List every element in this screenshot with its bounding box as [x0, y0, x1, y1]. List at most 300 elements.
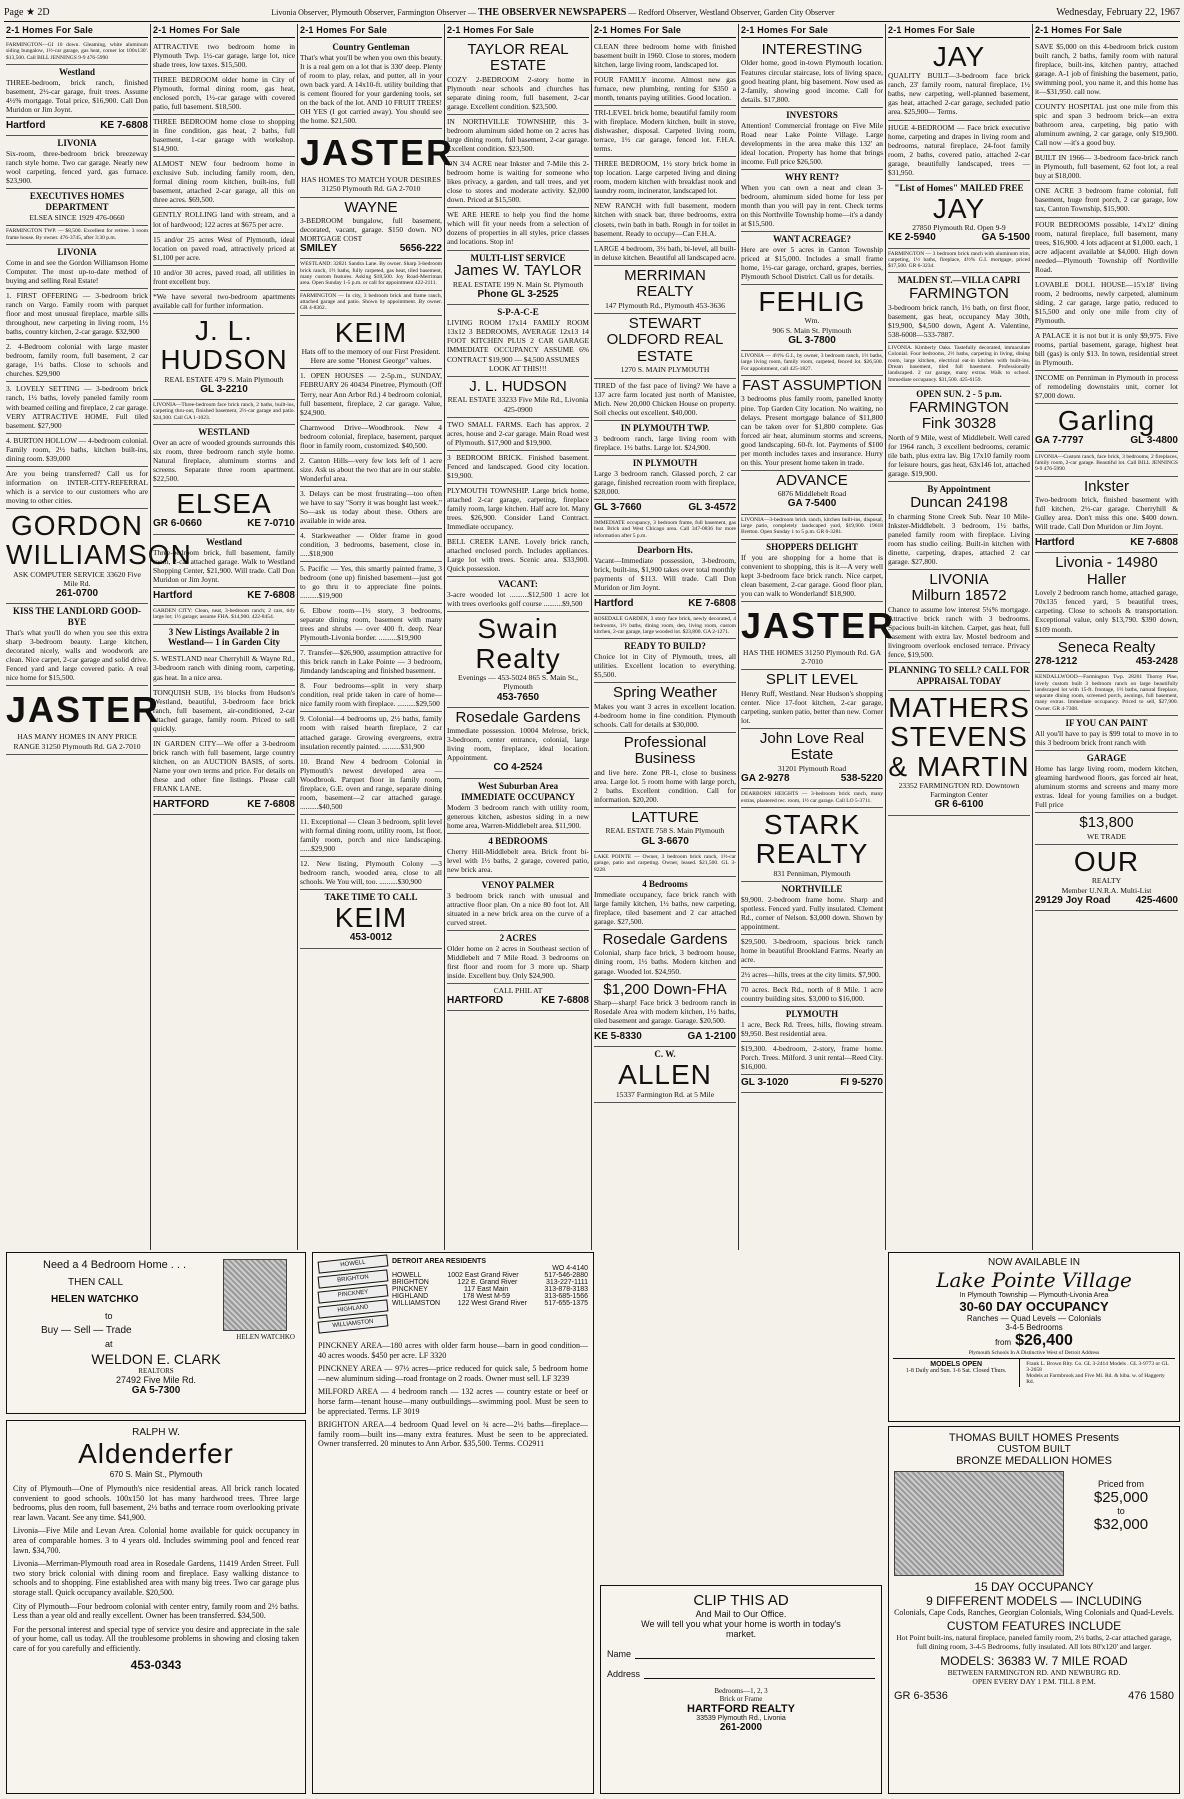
ad-text: TWO SMALL FARMS. Each has approx. 2 acres, house and 2-car garage. Main Road west of Plymouth. $17,900 and $19,900. [447, 419, 589, 447]
listing-ad [153, 73, 295, 115]
ad-text: 70 acres. Beck Rd., north of 8 Mile. 1 acre country building sites. $3,000 to $16,000. [741, 985, 883, 1004]
listing-ad [888, 249, 1030, 274]
ad-text: IN GARDEN CITY—We offer a 3-bedroom brick ranch with full basement, large country kitchen, on an AUCTION BASIS, of sorts. Name your own terms and price. For details on these and other fine listings. Please call FRANK LANE. [153, 738, 295, 793]
office-town: HIGHLAND [392, 1293, 429, 1300]
ad-address: 1270 S. MAIN PLYMOUTH [620, 365, 710, 375]
brokerage-name: JASTER [300, 132, 455, 174]
ad-text: TONQUISH SUB, 1½ blocks from Hudson's Westland, beautiful, 3-bedroom face brick ranch, full basement, air-conditioned, 2-car attached garage, family room. Priced to sell quickly. [153, 687, 295, 733]
column-heading: 2-1 Homes For Sale [6, 24, 148, 38]
ad-phone-row [1035, 537, 1178, 549]
classified-columns [4, 24, 1180, 1250]
listing-ad [300, 369, 442, 420]
ad-address: ASK COMPUTER SERVICE 33620 Five Mile Rd. [13, 569, 141, 588]
ad-text: FARMINGTON — 3 bedroom brick ranch with aluminum trim, carpeting, 1½ baths, fireplace, 4½% G.I. mortgage, priced $17,500. GR 6-3234. [888, 250, 1030, 270]
ad-text: Older home, good in-town Plymouth location. Features circular staircase, lots of living space, good heating plant, big basement. Now used as 2-family, showing good income. Call for details. $17,800. [741, 58, 883, 104]
listing-ad [888, 663, 1030, 691]
phone-left: Hartford [6, 120, 46, 131]
ad-text: Three-bedroom brick, full basement, family room, 2-car attached garage. Walk to Westland Shopping Center, $21,900. Will trade. Call Don Muridon or Jim Joynt. [153, 547, 295, 584]
column-2 [151, 24, 298, 1250]
phone-left: 278-1212 [1035, 656, 1078, 668]
listing-ad [594, 106, 736, 157]
listing-ad [447, 157, 589, 208]
ad-text: 9. Colonial—4 bedrooms up, 2½ baths, family room with raised hearth fireplace, 2 car attached garage. Growing evergreens, extra insulation recently painted. ..........$31,900 [300, 714, 442, 751]
ad-text: 10. Brand New 4 bedroom Colonial in Plymouth's newest developed area — Woodbrook. Parquet floor in family room, fireplace, G.E. oven and range, separate dining room, basement—2 car attached garage. ..........$40,500 [300, 756, 442, 811]
listing-ad [447, 931, 589, 984]
ad-name: Rosedale Gardens [455, 708, 581, 726]
town-sign: HIGHLAND [318, 1299, 389, 1318]
ad-text: Cherry Hill-Middlebelt area. Brick front bi-level with 1½ baths, 2 garage, covered patio, new brick area. [447, 846, 589, 874]
office-row [392, 1272, 588, 1279]
ad-phone-row [594, 598, 736, 610]
phone-left: GA 2-9278 [741, 773, 790, 785]
ad-text: Immediate occupancy, face brick ranch with large family kitchen, 1½ baths, new carpeting, fireplace, tiled basement and 2 car attached garage. $27,500. [594, 889, 736, 926]
ad-text: In charming Stone Creek Sub. Near 10 Mile-Inkster-Middlebelt. 3 bedroom, 1½ baths, paneled family room with fireplace. Living room has studio ceiling. Built-in kitchen with dinette, carpeting, drapes, attached 2 car garage. $27,800. [888, 511, 1030, 566]
phone-right: KE 7-6808 [100, 120, 148, 131]
ad-text: 15 and/or 25 acres West of Plymouth, ideal location on paved road, attractively priced at $1,100 per acre. [153, 234, 295, 262]
ad-heading: Country Gentleman [332, 41, 410, 52]
listing-ad [1035, 638, 1178, 673]
phone-right: 425-4600 [1135, 894, 1178, 906]
ad-text: ONE ACRE 3 bedroom frame colonial, full basement, huge front porch, 2 car garage, low tax, Canton Township, $15,900. [1035, 186, 1178, 214]
phone-right: KE 7-0710 [247, 518, 295, 530]
aldenderfer-name: Aldenderfer [78, 1438, 234, 1469]
listing-ad [447, 612, 589, 707]
office-row [392, 1293, 588, 1300]
phone-left: Hartford [594, 598, 634, 610]
listing-ad [153, 606, 295, 625]
phone-right: KE 7-6808 [247, 798, 295, 810]
detroit-listing: PINCKNEY AREA — 97½ acres—price reduced for quick sale, 5 bedroom home—new aluminum siding—road frontage on 2 roads. Owner must sell. LF 3239 [318, 1364, 588, 1383]
listing-ad [594, 242, 736, 266]
listing-ad [300, 259, 442, 290]
ad-text: INCOME on Penniman in Plymouth in process of remodeling downstairs unit, corner lot $7,000 down. [1035, 372, 1178, 401]
listing-ad [153, 625, 295, 653]
office-address: 178 West M-59 [462, 1293, 510, 1300]
brokerage-name: Garling [1057, 405, 1156, 437]
listing-ad [1035, 278, 1178, 329]
column-8 [1033, 24, 1180, 1250]
listing-ad [300, 421, 442, 454]
ad-address: HAS HOMES TO MATCH YOUR DESIRES 31250 Plymouth Rd. GA 2-7010 [301, 175, 441, 194]
ad-text: LOVABLE DOLL HOUSE—15'x18' living room, 2 bedrooms, newly carpeted, aluminum siding, 2 car garage, large patio, reduced to $15,500 and only one mile from city of Plymouth. [1035, 279, 1178, 325]
ad-phone-row [153, 590, 295, 602]
listing-ad [447, 484, 589, 535]
office-row [392, 1279, 588, 1286]
ad-address: CALL PHIL AT [493, 985, 543, 995]
brokerage-name: JAY [932, 192, 986, 224]
phone-right: 538-5220 [840, 773, 883, 785]
listing-ad [741, 376, 883, 471]
brokerage-name: OUR [1073, 846, 1140, 878]
ad-subheading: WHY RENT? [785, 171, 839, 182]
clark-phone: GA 5-7300 [131, 1385, 181, 1396]
clark-title: Need a 4 Bedroom Home . . . [43, 1259, 187, 1271]
phone-right: GA 5-1500 [981, 232, 1030, 244]
page-number: Page ★ 2D [4, 7, 50, 18]
ralph-listing: City of Plymouth—Four bedroom colonial with center entry, family room and 2½ baths. Less than a year old and really excellent. Owner has been transferred. $34,500. [13, 1601, 299, 1621]
ad-heading: West Suburban Area [477, 780, 559, 791]
listing-ad [741, 1042, 883, 1075]
listing-ad [741, 1007, 883, 1042]
listing-ad [594, 456, 736, 500]
ad-subheading: INVESTORS [786, 109, 838, 120]
phone-left: GL 3-1020 [741, 1077, 789, 1089]
ad-heading: TAKE TIME TO CALL [324, 891, 418, 902]
ad-name: Seneca Realty [1057, 638, 1156, 656]
ad-subheading: OPEN SUN. 2 - 5 p.m. [916, 388, 1002, 399]
ad-text: 3. Delays can be most frustrating—too often we have to say "Sorry it was bought last week." So—ask us today about these. Others are available in wide area. [300, 488, 442, 525]
name-field[interactable] [635, 1649, 875, 1659]
listing-ad [1035, 477, 1178, 536]
column-heading: 2-1 Homes For Sale [741, 24, 883, 38]
listing-ad [6, 189, 148, 226]
brokerage-name: GORDON WILLIAMSON [6, 509, 192, 571]
phone-left: Hartford [1035, 537, 1075, 549]
listing-ad [153, 157, 295, 208]
ad-subheading: PLANNING TO SELL? CALL FOR APPRAISAL TODAY [888, 664, 1030, 686]
ad-subheading: IMMEDIATE OCCUPANCY [461, 791, 575, 802]
listing-ad [300, 646, 442, 679]
listing-ad [447, 984, 589, 1011]
ad-name: Inkster [1083, 477, 1129, 495]
ad-name: J. L. HUDSON [469, 377, 567, 395]
ad-text: $19,300. 4-bedroom, 2-story, frame home. Porch. Trees. Milford. 3 unit rental—Reed City. $16,000. [741, 1044, 883, 1072]
ad-name: Rosedale Gardens [602, 930, 728, 948]
phone-left: 29129 Joy Road [1035, 894, 1111, 906]
phone-right: FI 9-5270 [840, 1077, 883, 1089]
ad-text: ROSEDALE GARDEN, 3 story face brick, newly decorated, 4 bedrooms, 1½ baths, dining room, den, living room, custom kitchen, 2-car garage, large wooded lot. $23,800. GA 2-1271. [594, 616, 736, 635]
phone-right: 453-2428 [1135, 656, 1178, 668]
brokerage-name: JAY [932, 40, 986, 72]
ad-phone: CO 4-2524 [493, 762, 543, 774]
listing-ad [447, 535, 589, 577]
listing-ad [153, 233, 295, 266]
brokerage-name: KEIM [334, 316, 408, 348]
ad-phone-row [153, 799, 295, 811]
ad-text: Sharp—sharp! Face brick 3 bedroom ranch in Rosedale Area with modern kitchen, 1½ baths, tiled basement and garage. Garage. $20,500. [594, 998, 736, 1026]
ad-text: Home has large living room, modern kitchen, gleaming hardwood floors, gas forced air heat, aluminum storms and screens and many more extras. Ideal for young families on a budget. Full price [1035, 764, 1178, 810]
ad-phone-row [594, 1031, 736, 1043]
ralph-listing: City of Plymouth—One of Plymouth's nice residential areas. All brick ranch located convenient to good schools. 100x150 lot has many hardwood trees. Three large bedrooms, plus den room, full basement, 2½ baths and terrace room overlooking private rear lawn. Vacant. See any time. $41,900. [13, 1484, 299, 1522]
ad-text: Makes you want 3 acres in excellent location. 4-bedroom home in fine condition. Plymouth schools. Call for details at $30,000. [594, 701, 736, 729]
ad-address: 15337 Farmington Rd. at 5 Mile [615, 1089, 715, 1099]
phone-right: GL 3-4572 [688, 501, 736, 513]
ad-address: 147 Plymouth Rd., Plymouth 453-3636 [605, 300, 725, 310]
listing-ad [447, 377, 589, 418]
ad-text: Come in and see the Gordon Williamson Home Computer. The most up-to-date method of buying and selling Real Estate! [6, 258, 148, 286]
phone-left: KE 5-8330 [594, 1031, 642, 1043]
ad-heading: LIVONIA [57, 247, 97, 258]
ad-text: 2. Canton Hills—very few lots left of 1 acre size. Ask us about the two that are in our stable. Wonderful area. [300, 455, 442, 483]
listing-ad [6, 604, 148, 686]
listing-ad [594, 199, 736, 241]
ad-name: LATTURE [631, 808, 699, 826]
ad-address: HAS MANY HOMES IN ANY PRICE RANGE 31250 Plymouth Rd. GA 2-7010 [13, 732, 141, 751]
ad-text: 3. LOVELY SETTING — 3-bedroom brick ranch, 1½ baths, lovely paneled family room with beamed ceiling and fireplace, 2 car garage. VERY ATTRACTIVE HOME. Full tiled basement. $27,900 [6, 384, 148, 430]
listing-ad [594, 614, 736, 639]
brokerage-name: JASTER [6, 689, 161, 731]
listing-ad [741, 808, 883, 882]
ad-address: REAL ESTATE 33233 Five Mile Rd., Livonia 425-0900 [447, 395, 589, 414]
ad-text: 1. FIRST OFFERING — 3-bedroom brick ranch on Vargo. Family room with parquet floor and most unusual fireplace, marble sills throughout, new carpeting in living room, 1½ baths, country kitchen, 2-car garage. $32,900 [6, 291, 148, 337]
ad-text: 10 and/or 30 acres, paved road, all utilities in front excellent buy. [153, 267, 295, 286]
ad-text: $9,900. 2-bedroom frame home. Sharp and spotless. Fenced yard. Fully insulated. Clement Rd., corner of Nelson. $3,000 down. Shown by appointment. [741, 894, 883, 931]
ad-name: ADVANCE [776, 471, 848, 489]
phone-right: KE 7-6808 [541, 995, 589, 1007]
ad-heading: Westland [58, 66, 95, 77]
column-7 [886, 24, 1033, 1250]
ad-text: LARGE 4 bedroom, 3½ bath, bi-level, all built-in deluxe kitchen. Beautiful all landscaped acre. [594, 243, 737, 262]
lake-pointe-ad: NOW AVAILABLE IN Lake Pointe Village In Plymouth Township — Plymouth-Livonia Area 30-60 DAY OCCUPANCY Ranches — Quad Levels — Colonials 3-4-5 Bedrooms from $26,400 Plymouth Schools In A Distinctive West of Detroit Address MODELS OPEN 1-8 Daily and Sun. 1-6 Sat. Closed Thurs. Frank L. Brown Rlty. Co. GL 3-2414 Models . GL 3-9773 or GL 3-2658 Models at Farmbrook and Five Mi. Rd. & hiba. w. of Haggerty Rd. [888, 1252, 1180, 1422]
ad-text: LIVING ROOM 17x14 FAMILY ROOM 13x12 3 BEDROOMS, AVERAGE 12x13 14 FOOT KITCHEN PLUS 2 CAR GARAGE IMMEDIATE OCCUPANCY ASSUME 6% CONTRACT $19,900 — $4,500 ASSUMES [447, 318, 589, 364]
ad-phone-row [1035, 656, 1178, 668]
listing-ad [300, 40, 442, 129]
listing-ad [300, 454, 442, 487]
ad-heading: NORTHVILLE [781, 883, 843, 894]
listing-ad [1035, 535, 1178, 553]
brokerage-name: MATHERS STEVENS & MARTIN [888, 691, 1030, 782]
detroit-listing: PINCKNEY AREA—180 acres with older farm house—barn in good condition—40 acres woods. $450 per acre. LF 3320 [318, 1341, 588, 1360]
ad-name: Duncan 24198 [910, 494, 1008, 511]
phone-left: HARTFORD [153, 798, 210, 810]
ad-text: 3-bedroom brick ranch, 1½ bath, on first floor, basement, gas heat, occupancy May 30th, $19,900, $4,500 down, Agent A. Valentine, 538-6008—533-7887. [888, 302, 1030, 339]
ralph-listing: For the personal interest and special type of service you desire and appreciate in the sale of your home, call us today. All the troublesome problems in showing and closing taken care of for you carefully and efficiently. [13, 1624, 299, 1653]
ad-address: LOOK AT THIS!!! [489, 363, 547, 373]
ad-text: GENTLY ROLLING land with stream, and a lot of hardwood; 122 acres at $675 per acre. [153, 210, 295, 229]
ad-subheading: READY TO BUILD? [624, 641, 706, 652]
listing-ad [1035, 151, 1178, 184]
ad-heading: VACANT: [498, 579, 538, 590]
town-signs [318, 1258, 388, 1333]
listing-ad [741, 515, 883, 540]
phone-left: GL 3-7660 [594, 501, 642, 513]
listing-ad [447, 418, 589, 451]
phone-left: SMILEY [300, 243, 338, 255]
detroit-listing: BRIGHTON AREA—4 bedroom Quad level on ¾ acre—2½ baths—fireplace—family room—built ins—many extra features. Must be seen to be appreciated. Owner transferred. 20 minutes to Ann Arbor. $35,500. Terms. CO2911 [318, 1420, 588, 1449]
listing-ad [741, 40, 883, 108]
phone-left: GR 6-0660 [153, 518, 202, 530]
phone-left: Hartford [153, 589, 193, 601]
listing-ad [447, 708, 589, 779]
listing-ad [594, 157, 736, 199]
ad-text: 6. Elbow room—1½ story, 3 bedrooms, separate dining room, basement with many trees and shrubs — over 400 ft. deep. Near Plymouth-Livonia border. ..........$19,900 [300, 606, 442, 643]
ad-text: ON 3/4 ACRE near Inkster and 7-Mile this 2-bedroom home is waiting for someone who likes privacy, a garden, and tall trees, and yet close to stores and moderate activity. $2,000 down. Priced at $15,500. [447, 159, 589, 205]
column-heading: 2-1 Homes For Sale [300, 24, 442, 38]
ad-text: 4. Starkweather — Older frame in good condition, 3 bedrooms, basement, close in. .....$18,900 [300, 530, 442, 558]
office-address: 1002 East Grand River [447, 1272, 519, 1279]
listing-ad [447, 834, 589, 878]
clark-then: THEN CALL [68, 1277, 124, 1288]
phone-right: 5656-222 [399, 243, 442, 255]
listing-ad [741, 968, 883, 983]
listing-ad [741, 471, 883, 515]
listing-ad [741, 983, 883, 1007]
ad-text: 3 bedroom ranch, large living room with fireplace. 1½ baths. Large lot. $24,900. [594, 433, 736, 452]
listing-ad [741, 108, 883, 170]
ad-text: Modern 3 bedroom ranch with utility room, generous kitchen, asbestos siding in a new home area, Warren-Middlebelt area. $11,900. [447, 802, 589, 830]
ad-phone: GL 3-2210 [200, 383, 248, 395]
ad-text: Large 3 bedroom ranch. Glassed porch, 2 car garage, finished recreation room with fireplace, $28,000. [594, 468, 736, 496]
office-phone: 517-546-2880 [544, 1272, 588, 1279]
listing-ad [153, 290, 295, 314]
office-phone: 517-655-1375 [544, 1300, 588, 1307]
listing-ad [6, 382, 148, 433]
phone-left: GA 7-7797 [1035, 435, 1084, 447]
phone-right: GA 1-2100 [687, 1031, 736, 1043]
ad-phone: 453-7650 [496, 691, 540, 703]
ad-text: 7. Transfer—$26,900, assumption attractive for this brick ranch in Lake Pointe — 3 bedroom, Jimdandy landscaping and finished basement. [300, 648, 442, 676]
ad-subheading: By Appointment [927, 484, 991, 495]
brokerage-name: STARK REALTY [755, 808, 869, 870]
listing-ad [1035, 751, 1178, 813]
ad-name: FARMINGTON [909, 285, 1009, 303]
brokerage-name: Swain Realty [475, 613, 561, 674]
ad-text: Two-bedroom brick, finished basement with full kitchen, 2½-car garage. Cherryhill & Gulley area. Don't miss this one. $400 down. Will trade. Call Don Muridon or Jim Joynt. [1035, 495, 1178, 532]
column-3 [298, 24, 455, 1250]
office-phone: 313-227-1111 [545, 1279, 588, 1286]
listing-ad [6, 686, 161, 754]
listing-ad [741, 729, 883, 789]
listing-ad [888, 121, 1030, 181]
agent-photo [223, 1259, 287, 1331]
listing-ad [594, 1047, 736, 1103]
thomas-ad: THOMAS BUILT HOMES Presents CUSTOM BUILT BRONZE MEDALLION HOMES Priced from $25,000 to $32,000 15 DAY OCCUPANCY 9 DIFFERENT MODELS — INCLUDING Colonials, Cape Cods, Ranches, Georgian Colonials, Wing Colonials and Quad-Levels. CUSTOM FEATURES INCLUDE Hot Point built-ins, natural fireplace, paneled family room, 2½ baths, 2-car attached garage, full dining room, 3-4-5 Bedrooms, fully insulated. All lots 80'x120' and larger. MODELS: 36383 W. 7 MILE ROAD BETWEEN FARMINGTON RD. AND NEWBURG RD. OPEN EVERY DAY 1 P.M. TILL 8 P.M. GR 6-3536 476 1580 [888, 1426, 1180, 1794]
ad-subheading: VENOY PALMER [481, 879, 555, 890]
ad-text: 2. 4-Bedroom colonial with large master bedroom, family room, full basement, 2 car garage, 1½ baths. Close to schools and churches. $29,900 [6, 342, 148, 379]
ad-text: BUILT IN 1966— 3-bedroom face-brick ranch in Plymouth, full basement, 62 foot lot, a real buy at $18,000. [1035, 153, 1178, 181]
ad-name: James W. TAYLOR [454, 262, 582, 280]
listing-ad [594, 683, 736, 733]
listing-ad [6, 40, 148, 65]
ad-text: Here are over 5 acres in Canton Township priced at $15,000. Includes a small frame home, 1½-car garage, orchard, grapes, berries, Plymouth School District. Call us for details. [741, 244, 883, 281]
brokerage-name: FEHLIG [758, 285, 866, 317]
ad-text: IN NORTHVILLE TOWNSHIP, this 3-bedroom aluminum sided home on 2 acres has large dining room, full basement, 2-car garage. Excellent condition. $23,500. [447, 117, 589, 154]
brokerage-name: KEIM [334, 901, 408, 933]
listing-ad [1035, 184, 1178, 217]
ad-text: 8. Four bedrooms—split in very sharp condition, real pride taken in care of home—nice family room with fireplace. ..........$29,500 [300, 681, 442, 709]
listing-ad [741, 602, 896, 670]
column-heading: 2-1 Homes For Sale [447, 24, 589, 38]
listing-ad [300, 857, 442, 890]
listing-ad [741, 1075, 883, 1093]
ad-phone: 453-0012 [349, 932, 393, 944]
town-sign: BRIGHTON [318, 1269, 389, 1288]
ad-address: 31201 Plymouth Road [777, 763, 847, 773]
listing-ad [300, 129, 455, 197]
ad-text: DEARBORN HEIGHTS — 3-bedroom brick ranch, many extras, plastered rec. room, 1½ car garage. Call LO 5-3711. [741, 791, 883, 804]
ad-address: Evenings — 453-5024 865 S. Main St., Plymouth [457, 673, 579, 692]
ad-text: 3 BEDROOM BRICK. Finished basement. Fenced and landscaped. Good city location. $19,900. [447, 452, 589, 480]
listing-ad [741, 882, 883, 935]
ad-text: PLYMOUTH TOWNSHIP. Large brick home, attached 2-car garage, carpeting, fireplace family room, large kitchen. Half acre lot. Many trees. $26,900. Consider Land Contract. Immediate occupancy. [447, 485, 589, 532]
aldenderfer-ad: RALPH W. Aldenderfer 670 S. Main St., Plymouth City of Plymouth—One of Plymouth's nice residential areas. All brick ranch located convenient to good schools. 100x150 lot has many hardwood trees. Three large bedrooms, plus den room, full basement, 2½ baths and terrace room overlooking private rear lawn. Vacant. See any time. $41,900. Livonia—Five Mile and Levan Area. Colonial home available for quick occupancy in area of comparable homes. 3 to 4 years old. Includes swimming pool and fenced rear lawn. $34,700. Livonia—Merriman-Plymouth road area in Rosedale Gardens, 11419 Arden Street. Full two story brick colonial with dining room and fireplace. Easy walking distance to schools and to shopping. Fine established area with many big trees. Two car garage plus storage stall. Quick occupancy available. $20,500. City of Plymouth—Four bedroom colonial with center entry, family room and 2½ baths. Less than a year old and really excellent. Owner has been transferred. $34,500. For the personal interest and special type of service you desire and appreciate in the sale of your home, call us today. All the troublesome problems in showing and closing taken care of for you carefully and efficiently. 453-0343 [6, 1420, 306, 1794]
listing-ad [1035, 371, 1178, 404]
ad-text: KENDALLWOOD—Farmington Twp. 28201 Thorny Pine, lovely custom built 3 bedroom ranch on large beautifully landscaped lot with 15-ft. frontage, 1½ baths, natural fireplace, separate dining room, screened porch, awnings, full basement, many extras. Immediate occupancy. Priced to sell, $27,900. Owner. GR 4-7308. [1035, 674, 1178, 712]
listing-ad [6, 65, 148, 118]
ad-name: STEWART OLDFORD REAL ESTATE [606, 314, 724, 365]
ad-text: That's what you'll be when you own this beauty. It is a real gem on a lot that is 330' deep. Plenty of room to play, relax, and putter, all in your own back yard. A 14x10-ft. utility building that is cement floored for your gardening tools, set on the back of the lot. AND 10 FRUIT TREES! OH YES (I got carried away). You should see the home. $21,500. [300, 52, 442, 126]
ad-text: FARMINGTON—GI 10 down. Gleaming, white aluminum siding bungalow, 1½-car garage, gas heat, corner lot 100x130'. $13,500. Call BILL JENNINGS 9-9 476-5990 [6, 41, 148, 61]
listing-ad [594, 543, 736, 596]
ad-text: COUNTY HOSPITAL just one mile from this spic and span 3 bedroom brick—an extra bathroom area, carpeting, big patio with aluminum awning, 2 car garage, only $19,900. Call now —it's a good buy. [1035, 102, 1178, 148]
town-sign: HOWELL [318, 1254, 389, 1273]
listing-ad [447, 878, 589, 931]
ad-text: A PALACE it is not but it is only $9,975. Five rooms, partial basement, garage, highest heat bill (gas) is only $13. In town, residential street in Plymouth. [1035, 330, 1178, 367]
ad-text: 2½ acres—hills, trees at the city limits. $7,900. [741, 970, 881, 980]
ad-name: Livonia - 14980 Haller [1055, 554, 1158, 588]
ad-text: $29,500. 3-bedroom, spacious brick ranch home in beautiful Brookland Farms. Nearly an acre. [741, 936, 883, 965]
clark-ad: Need a 4 Bedroom Home . . . THEN CALL HELEN WATCHKO HELEN WATCHKO to Buy — Sell — Trade at WELDON E. CLARK REALTORS 27492 Five Mile Rd. GA 5-7300 [6, 1252, 306, 1414]
ad-text: LIVONIA—3-bedroom brick ranch, kitchen built-ins, disposal, large patio, completely landscaped yard, $19,900. 19618 Bretton. Open Sunday 1 to 5 p.m. GR 6-3281. [741, 516, 883, 536]
column-heading: 2-1 Homes For Sale [888, 24, 1030, 38]
ad-phone-row [153, 518, 295, 530]
listing-ad [300, 562, 442, 604]
listing-ad [300, 604, 442, 646]
ad-text: Attention! Commercial frontage on Five Mile Road near Lake Pointe Village. Large developments in the area make this 132' an ideal location. Property has home that brings income. Full price $26,500. [741, 120, 883, 166]
ad-phone: GA 7-5400 [787, 498, 837, 510]
ad-text: THREE BEDROOM, 1½ story brick home in top location. Large carpeted living and dining room, modern kitchen with breakfast nook and laundry room, incinerator, landscaped lot. [594, 159, 736, 196]
listing-ad [447, 779, 589, 834]
listing-ad [447, 451, 589, 484]
listing-ad [153, 737, 295, 797]
ad-text: 3-acre wooded lot ..........$12,500 1 acre lot with trees overlooks golf course ..........$9,500 [447, 590, 589, 609]
listing-ad [6, 136, 148, 189]
ad-text: ATTRACTIVE two bedroom home in Plymouth Twp. 1½-car garage, large lot, nice shade trees, low taxes. $15,500. [153, 41, 295, 70]
ad-text: LIVONIA—Custom ranch, face brick, 3 bedrooms, 2 fireplaces, family room, 2-car garage. Beautiful lot. Call BILL JENNINGS 9-9 476-5990 [1035, 453, 1178, 473]
ad-heading: IN PLYMOUTH [632, 457, 698, 468]
column-4 [445, 24, 592, 1250]
listing-ad [153, 115, 295, 157]
ad-address: REAL ESTATE 199 N. Main St. Plymouth [452, 279, 584, 289]
listing-ad [6, 289, 148, 340]
newspaper-title: THE OBSERVER NEWSPAPERS [477, 7, 627, 18]
ad-address: REALTY [1091, 876, 1122, 886]
detroit-header: DETROIT AREA RESIDENTS [392, 1258, 486, 1265]
listing-ad [1035, 329, 1178, 371]
lake-price: $26,400 [1015, 1332, 1073, 1349]
listing-ad [888, 570, 1030, 663]
column-5 [592, 24, 739, 1250]
ad-name: Spring Weather [613, 684, 717, 702]
ad-text: LIVONIA — 4½% G.I., by owner, 3 bedroom ranch, 1½ baths, large living room, family room, carpeted, fenced lot. $26,500. For appointment, call 425-1827. [741, 353, 883, 372]
listing-ad [300, 712, 442, 754]
ad-name: Fink 30328 [921, 415, 997, 433]
ad-address: 27850 Plymouth Rd. Open 9-9 [912, 223, 1006, 233]
ad-phone: GR 6-6100 [934, 799, 984, 811]
listing-ad [153, 797, 295, 815]
ad-text: North of 9 Mile, west of Middlebelt. Well cared for 1964 ranch, 3 excellent bedrooms, ceramic tile bath, plus extra lav. Big 17x10 family room for leisure hours, gas heat, 63x146 lot, attached garage. $19,900. [888, 432, 1030, 478]
listing-ad [594, 1029, 736, 1047]
ad-subheading: C. W. [654, 1049, 676, 1060]
ad-subheading: SHOPPERS DELIGHT [766, 541, 858, 552]
listing-ad [1035, 404, 1178, 452]
ad-address: ELSEA SINCE 1929 476-0660 [29, 213, 125, 223]
ad-text: Charnwood Drive—Woodbrook. New 4 bedroom colonial, fireplace, basement, parquet floor in family room, customized. $40,500. [300, 422, 442, 450]
ad-text: Colonial, sharp face brick, 3 bedroom house, dining room, 1½ baths. Modern kitchen and garage. Wooded lot. $24,950. [594, 948, 736, 976]
ad-phone-row [447, 995, 589, 1007]
ad-text: TIRED of the fast pace of living? We have a 137 acre farm located just north of Manistee, Mich. New 20,000 Chicken House on property. Soil checks out excellent. $40,000. [594, 380, 736, 417]
ad-text: Vacant—Immediate possession, 3-bedroom, brick, built-ins, $1,900 takes over total monthly payments of $113. Will trade. Call Don Muridon or Jim Joynt. [594, 555, 736, 593]
ralph-listing: Livonia—Merriman-Plymouth road area in Rosedale Gardens, 11419 Arden Street. Full two story brick colonial with dining room and fireplace. Easy walking distance to schools and to shopping. Fine established area with many big trees. Two car garage plus storage stall. Quick occupancy available. $20,500. [13, 1559, 299, 1597]
ad-name: Professional Business [623, 733, 707, 768]
clark-agent: HELEN WATCHKO [51, 1294, 139, 1305]
ad-text: TRI-LEVEL brick home, beautiful family room with fireplace. Modern kitchen, built in stove, dishwasher, disposal. Carpeted living room, terrace, 1½ car garage, fenced lot. F.H.A. terms. [594, 108, 736, 154]
listing-ad [153, 208, 295, 232]
address-field[interactable] [644, 1669, 875, 1679]
ad-text: 12. New listing, Plymouth Colony —3 bedroom ranch, wooded area, close to all schools. We You will, too. ..........$30,900 [300, 858, 442, 886]
listing-ad [6, 434, 148, 467]
ad-address: Wm. [804, 316, 820, 326]
